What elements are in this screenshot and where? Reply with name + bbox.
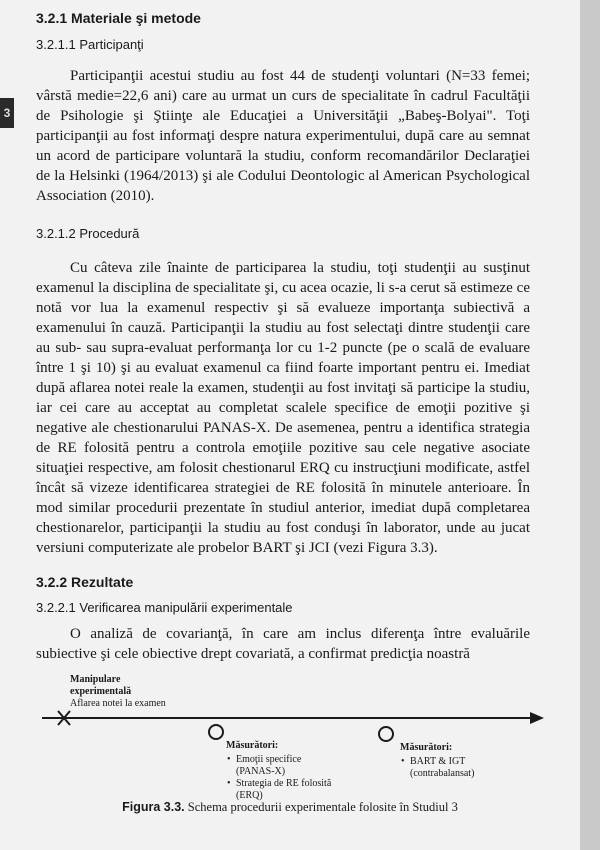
measurement-item: • Strategia de RE folosită (ERQ): [236, 778, 331, 802]
manipulation-label: [70, 674, 166, 710]
measurements-1: [226, 740, 331, 802]
measurements-1-title: Măsurători:: [226, 740, 279, 751]
measurements-2: [400, 742, 474, 780]
heading-3-2-2: 3.2.2 Rezultate: [36, 574, 134, 590]
page-edge: [580, 0, 600, 850]
paragraph-participants: Participanţii acestui studiu au fost 44 de studenţi voluntari (N=33 femei; vârstă medie=22,6 ani) care au urmat un curs de specialitate în cadrul Facultăţii de Psihologie şi Ştiinţe ale Educaţiei a Universităţii „Babeş-Bolyai". Toţi participanţii au fost informaţi despre natura experimentului, după care au semnat un acord de participare voluntară la studiu, conform recomandărilor Declaraţiei de la Helsinki (1964/2013) şi ale Codului Deontologic al American Psychological Association (2010).: [36, 68, 530, 204]
procedure-figure: [30, 666, 550, 850]
measurement-item: • BART & IGT (contrabalansat): [410, 756, 474, 780]
paragraph-results: O analiză de covarianţă, în care am inclus diferenţa între evaluările subiective şi cele obiective drept covariată, a confirmat predicţia noastră: [36, 626, 530, 662]
timepoint-2-circle: [379, 727, 393, 741]
heading-3-2-1: 3.2.1 Materiale şi metode: [36, 10, 201, 26]
timepoint-1-circle: [209, 725, 223, 739]
figure-caption: [60, 800, 520, 815]
heading-3-2-2-1: 3.2.2.1 Verificarea manipulării experimentale: [36, 600, 293, 615]
measurements-2-title: Măsurători:: [400, 742, 453, 753]
manipulation-title-2: experimentală: [70, 686, 132, 697]
caption-text: Schema procedurii experimentale folosite în Studiul 3: [187, 800, 458, 814]
manipulation-desc: Aflarea notei la examen: [70, 698, 166, 709]
paragraph-procedure: Cu câteva zile înainte de participarea la studiu, toţi studenţii au susţinut examenul la disciplina de specialitate şi, cu acea ocazie, li s-a cerut să estimeze ce notă vor lua la examenul respectiv şi să evalueze importanţa subiectivă a examenului în cauză. Participanţii la studiu au fost selectaţi dintre studenţii care au sub- sau supra-evaluat performanţa lor cu 1-2 puncte (pe o scală de evaluare între 1 şi 10) şi au evaluat examenul ca fiind foarte important pentru ei. Imediat după aflarea notei reale la examen, studenţii au fost invitaţi să participe la studiu, iar cei care au acceptat au completat scalele specifice de emoţii pozitive şi negative ale chestionarului PANAS-X. De asemenea, pentru a identifica strategia de RE folosită pentru a controla emoţiile pozitive sau cele negative asociate situaţiei respective, am folosit chestionarul ERQ cu instrucţiuni modificate, astfel încât să vizeze identificarea strategiei de RE folosită în minutele anterioare. În mod similar procedurii prezentate în studiul anterior, imediat după completarea chestionarelor, participanţii la studiu au fost conduşi în laborator, unde au jucat versiuni computerizate ale probelor BART şi JCI (vezi Figura 3.3).: [36, 260, 530, 556]
heading-3-2-1-1: 3.2.1.1 Participanţi: [36, 37, 144, 52]
manipulation-title-1: Manipulare: [70, 674, 121, 685]
side-tab: 3: [0, 98, 14, 128]
measurement-item: • Emoţii specifice (PANAS-X): [236, 754, 331, 778]
heading-3-2-1-2: 3.2.1.2 Procedură: [36, 226, 140, 241]
caption-label: Figura 3.3.: [122, 800, 185, 814]
timeline-arrowhead: [530, 712, 544, 724]
